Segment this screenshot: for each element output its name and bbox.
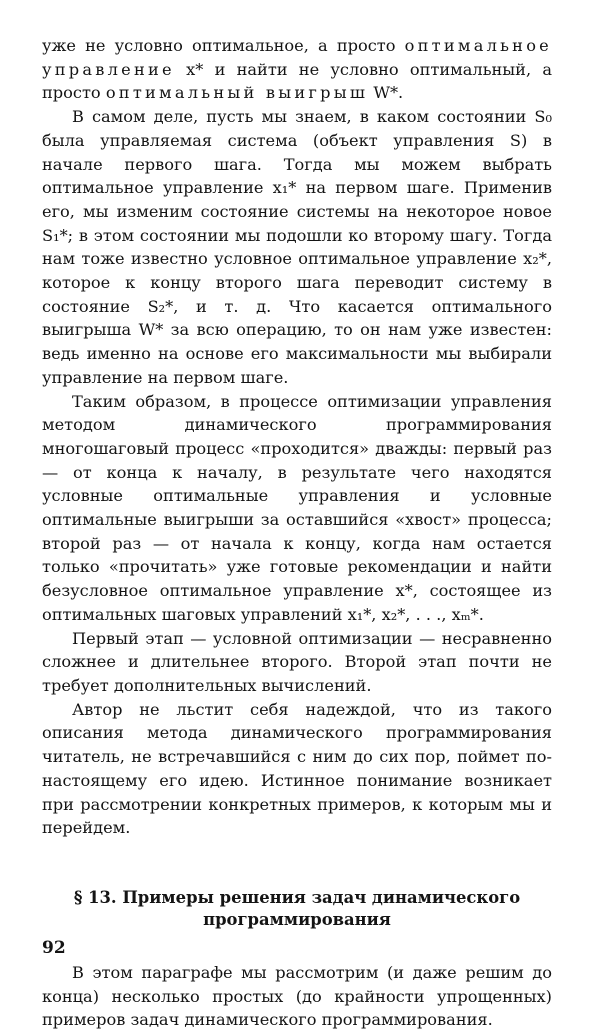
p1-spaced-a: оптимальное управление (42, 36, 552, 79)
body-text (42, 34, 552, 1032)
p1-text-a: уже не условно оптимальное, а просто (42, 36, 405, 55)
paragraph-5: Автор не льстит себя надеждой, что из такого описания метода динамического программирования читатель, не встречавшийся с ним до сих пор, поймет по-настоящему его идею. Истинное понимание возникает при рассмотрении конкретных примеров, к которым мы и перейдем. (42, 699, 552, 838)
section-heading: § 13. Примеры решения задач динамического программирования (73, 887, 521, 929)
paragraph-2: В самом деле, пусть мы знаем, в каком состоянии S₀ была управляемая система (объект управления S) в начале первого шага. Тогда мы можем выбрать оптимальное управление x₁* на первом шаге. Применив его, мы изменим состояние системы на некоторое новое S₁*; в этом состоянии мы подошли ко второму шагу. Тогда нам тоже известно условное оптимальное управление x₂*, которое к концу второго шага переводит систему в состояние S₂*, и т. д. Что касается оптимального выигрыша W* за всю операцию, то он нам уже известен: ведь именно на основе его максимальности мы выбирали управление на первом шаге. (42, 107, 552, 387)
paragraph-1 (42, 34, 552, 105)
page-number: 92 (42, 938, 66, 958)
p1-spaced-b: оптимальный выигрыш (105, 83, 369, 103)
paragraph-4: Первый этап — условной оптимизации — несравненно сложнее и длительнее второго. Второй этап почти не требует дополнительных вычислений. (42, 628, 552, 695)
paragraph-3: Таким образом, в процессе оптимизации управления методом динамического программирования многошаговый процесс «проходится» дважды: первый раз — от конца к началу, в результате чего находятся условные оптимальные управления и условные оптимальные выигрыши за оставшийся «хвост» процесса; второй раз — от начала к концу, когда нам остается только «прочитать» уже готовые рекомендации и найти безусловное оптимальное управление x*, состоящее из оптимальных шаговых управлений x₁*, x₂*, . . ., xₘ*. (42, 391, 552, 624)
paragraph-6: В этом параграфе мы рассмотрим (и даже решим до конца) несколько простых (до крайности упрощенных) примеров задач динамического программирования. (42, 962, 552, 1030)
p1-text-b: x* и найти не условно оптимальный, а просто (42, 59, 552, 103)
p1-text-c: W*. (368, 83, 404, 103)
